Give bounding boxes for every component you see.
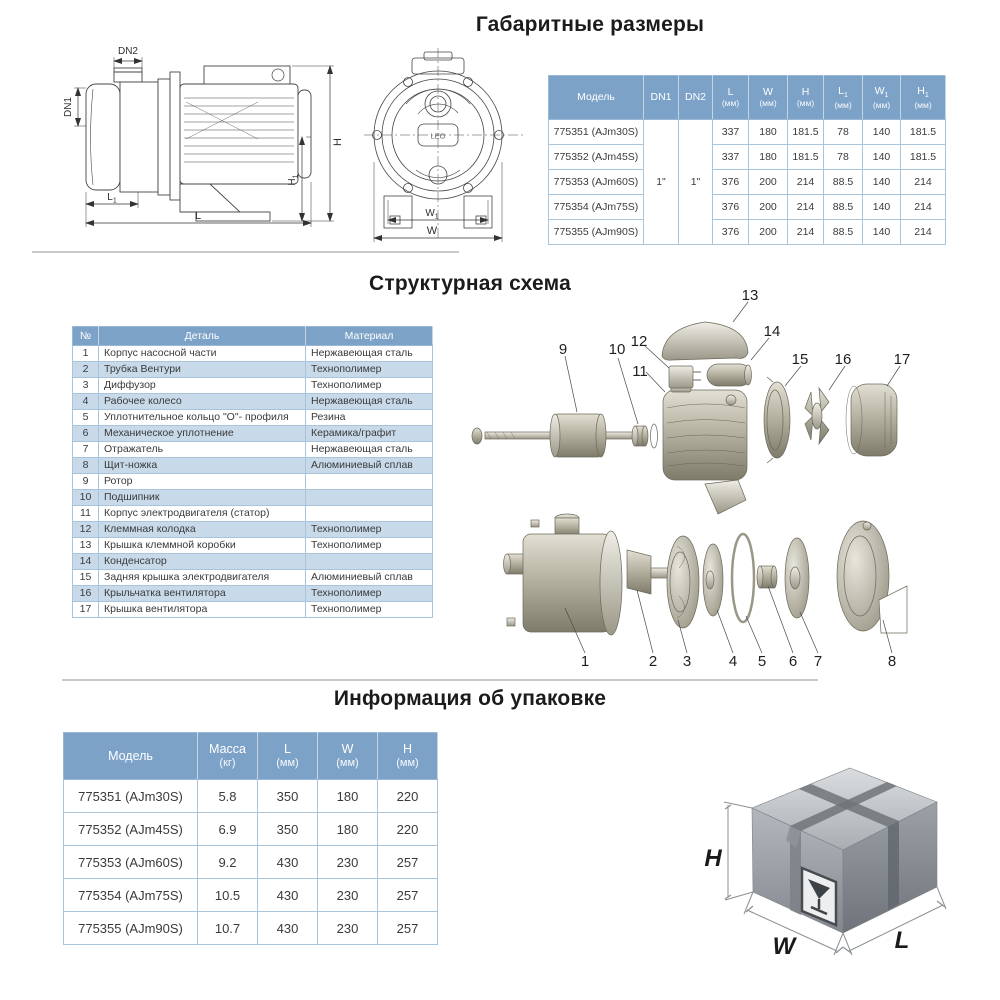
cell-material: Технополимер: [306, 378, 433, 394]
cell-material: Технополимер: [306, 602, 433, 618]
cell: 181.5: [901, 120, 946, 145]
table-row: [73, 602, 433, 618]
table-row: [64, 813, 438, 846]
callout-11: 11: [632, 363, 648, 380]
cell-part: Диффузор: [99, 378, 306, 394]
parts-table: [72, 326, 433, 618]
cell-part: Механическое уплотнение: [99, 426, 306, 442]
cell-material: Нержавеющая сталь: [306, 442, 433, 458]
cell-material: Резина: [306, 410, 433, 426]
cell: 257: [378, 879, 438, 912]
cell-model: 775355 (AJm90S): [549, 220, 644, 245]
cell-material: [306, 506, 433, 522]
callout-1: 1: [580, 653, 590, 670]
cell-model: 775354 (AJm75S): [549, 195, 644, 220]
cell-num: 15: [73, 570, 99, 586]
cell-part: Щит-ножка: [99, 458, 306, 474]
col-header-dn1: DN1: [644, 76, 679, 120]
cell: 430: [258, 879, 318, 912]
package-box-illustration: [698, 748, 993, 998]
cell: 257: [378, 912, 438, 945]
table-row: [64, 912, 438, 945]
cell: 88.5: [824, 170, 863, 195]
cell-num: 6: [73, 426, 99, 442]
front-view-labels: [425, 132, 445, 238]
cell-num: 9: [73, 474, 99, 490]
cell: 140: [863, 195, 901, 220]
cell: 5.8: [198, 780, 258, 813]
col-header-h: H (мм): [378, 733, 438, 780]
cell-part: Рабочее колесо: [99, 394, 306, 410]
diffuser-part: [667, 536, 699, 628]
cell: 430: [258, 912, 318, 945]
parts-header-row: [73, 327, 433, 346]
cell: 376: [713, 195, 749, 220]
impeller-part: [703, 544, 723, 616]
cell-num: 3: [73, 378, 99, 394]
cell: 214: [788, 170, 824, 195]
cell: 9.2: [198, 846, 258, 879]
table-row: [549, 120, 946, 145]
dimensions-table: [548, 75, 946, 245]
cell-model: 775352 (AJm45S): [64, 813, 198, 846]
col-header-model: Модель: [549, 76, 644, 120]
cell: 230: [318, 912, 378, 945]
cell: 200: [749, 220, 788, 245]
cell-part: Крышка клеммной коробки: [99, 538, 306, 554]
table-row: [64, 780, 438, 813]
col-header-l1: $L_1$ (мм): [824, 76, 863, 120]
col-header-w1: $W_1$ (мм): [863, 76, 901, 120]
cell-dn2: 1": [679, 120, 713, 245]
l1-label: $L_1$: [107, 192, 117, 205]
table-row: [549, 220, 946, 245]
cell: 430: [258, 846, 318, 879]
col-header-h1: $H_1$ (мм): [901, 76, 946, 120]
motor-assembly: [472, 322, 897, 514]
callout-3: 3: [682, 653, 692, 670]
cell-num: 17: [73, 602, 99, 618]
box-faces: [752, 768, 937, 933]
cell-material: [306, 490, 433, 506]
cell: 6.9: [198, 813, 258, 846]
cell-part: Трубка Вентури: [99, 362, 306, 378]
brand-logo: LEO: [430, 131, 446, 141]
cell: 230: [318, 879, 378, 912]
shield-foot-part: [837, 521, 907, 633]
cell-material: Керамика/графит: [306, 426, 433, 442]
cell: 180: [749, 120, 788, 145]
table-row: [73, 554, 433, 570]
table-row: [549, 145, 946, 170]
table-row: [64, 846, 438, 879]
box-w-label: W: [772, 933, 796, 960]
cell: 214: [788, 195, 824, 220]
terminal-block-part: [669, 366, 701, 388]
cell-dn1: 1": [644, 120, 679, 245]
cell-part: Задняя крышка электродвигателя: [99, 570, 306, 586]
cell-part: Клеммная колодка: [99, 522, 306, 538]
cell: 200: [749, 170, 788, 195]
table-row: [73, 490, 433, 506]
package-table: [63, 732, 438, 945]
cell-material: Алюминиевый сплав: [306, 570, 433, 586]
table-row: [73, 570, 433, 586]
cell: 376: [713, 170, 749, 195]
cell-part: Корпус электродвигателя (статор): [99, 506, 306, 522]
cell: 78: [824, 145, 863, 170]
callout-9: 9: [558, 341, 568, 358]
cell-num: 8: [73, 458, 99, 474]
deflector-part: [785, 538, 809, 618]
cell-part: Корпус насосной части: [99, 346, 306, 362]
callout-15: 15: [791, 351, 809, 368]
cell-part: Крышка вентилятора: [99, 602, 306, 618]
l-label: L: [194, 210, 202, 222]
cell: 230: [318, 846, 378, 879]
cell-material: [306, 554, 433, 570]
callout-7: 7: [813, 653, 823, 670]
cell-material: Технополимер: [306, 538, 433, 554]
cell: 180: [749, 145, 788, 170]
callout-6: 6: [788, 653, 798, 670]
shaft-end-cap: [472, 428, 482, 444]
cell-material: Технополимер: [306, 522, 433, 538]
callout-4: 4: [728, 653, 738, 670]
dimensions-section-title: Габаритные размеры: [475, 13, 705, 36]
callout-13: 13: [741, 288, 759, 304]
cell-num: 1: [73, 346, 99, 362]
callout-17: 17: [893, 351, 911, 368]
cell-num: 13: [73, 538, 99, 554]
cell: 78: [824, 120, 863, 145]
mechanical-seal-part: [757, 566, 777, 588]
pump-side-view-drawing: [58, 42, 348, 242]
cell: 200: [749, 195, 788, 220]
callout-14: 14: [763, 323, 781, 340]
cell: 214: [901, 195, 946, 220]
box-l-label: L: [894, 927, 910, 954]
cell-num: 7: [73, 442, 99, 458]
table-row: [73, 394, 433, 410]
cell-num: 14: [73, 554, 99, 570]
cell-material: Технополимер: [306, 586, 433, 602]
table-row: [73, 362, 433, 378]
cell-num: 2: [73, 362, 99, 378]
cell: 214: [901, 170, 946, 195]
cell-model: 775354 (AJm75S): [64, 879, 198, 912]
cell-model: 775355 (AJm90S): [64, 912, 198, 945]
cell: 88.5: [824, 220, 863, 245]
washer-part: [651, 424, 658, 448]
exploded-view-diagram: [455, 288, 965, 688]
bearing-part: [632, 426, 648, 446]
col-header-w: W (мм): [318, 733, 378, 780]
dn2-label: DN2: [117, 46, 139, 57]
cell: 140: [863, 145, 901, 170]
dn1-label: DN1: [63, 96, 74, 118]
table-row: [73, 458, 433, 474]
cell: 337: [713, 120, 749, 145]
col-header-l: L (мм): [713, 76, 749, 120]
table-row: [73, 538, 433, 554]
cell-num: 10: [73, 490, 99, 506]
callout-5: 5: [757, 653, 767, 670]
cell: 180: [318, 780, 378, 813]
cell: 376: [713, 220, 749, 245]
clamp-part: [705, 480, 746, 514]
capacitor-part: [707, 364, 752, 386]
callout-16: 16: [834, 351, 852, 368]
cell: 181.5: [901, 145, 946, 170]
cell-model: 775353 (AJm60S): [64, 846, 198, 879]
cell: 214: [901, 220, 946, 245]
table-row: [73, 442, 433, 458]
rotor-part: [485, 414, 633, 457]
col-header-dn2: DN2: [679, 76, 713, 120]
col-header-mass: Масса (кг): [198, 733, 258, 780]
cell: 88.5: [824, 195, 863, 220]
cell-material: [306, 474, 433, 490]
cell: 181.5: [788, 145, 824, 170]
cell: 220: [378, 813, 438, 846]
cell: 10.5: [198, 879, 258, 912]
w-label: W: [426, 225, 438, 237]
cell: 140: [863, 170, 901, 195]
pump-assembly: [504, 514, 908, 635]
structure-section-title: Структурная схема: [369, 272, 571, 295]
pump-body-outline: [86, 66, 311, 221]
cell-model: 775352 (AJm45S): [549, 145, 644, 170]
stator-housing-part: [663, 384, 747, 480]
h-label: H: [332, 138, 344, 146]
cell-model: 775351 (AJm30S): [549, 120, 644, 145]
cell-material: Нержавеющая сталь: [306, 346, 433, 362]
col-header-material: Материал: [306, 327, 433, 346]
h1-label: $H_1$: [287, 174, 300, 186]
table-row: [73, 410, 433, 426]
cell-part: Отражатель: [99, 442, 306, 458]
col-header-model: Модель: [64, 733, 198, 780]
w1-label: $W_1$: [425, 208, 439, 221]
pump-front-view-drawing: [358, 42, 543, 257]
cell-num: 11: [73, 506, 99, 522]
cell-material: Нержавеющая сталь: [306, 394, 433, 410]
cell-material: Алюминиевый сплав: [306, 458, 433, 474]
col-header-num: №: [73, 327, 99, 346]
pump-housing-part: [504, 514, 623, 635]
callout-2: 2: [648, 653, 658, 670]
cell: 257: [378, 846, 438, 879]
table-row: [73, 426, 433, 442]
terminal-box-cover-part: [662, 322, 748, 360]
cell-num: 16: [73, 586, 99, 602]
cell-model: 775351 (AJm30S): [64, 780, 198, 813]
cell: 350: [258, 813, 318, 846]
col-header-w: W (мм): [749, 76, 788, 120]
cell-material: Технополимер: [306, 362, 433, 378]
cell: 140: [863, 120, 901, 145]
cell-part: Ротор: [99, 474, 306, 490]
callout-12: 12: [630, 333, 648, 350]
col-header-l: L (мм): [258, 733, 318, 780]
cell-part: Уплотнительное кольцо "О"- профиля: [99, 410, 306, 426]
table-row: [549, 195, 946, 220]
packaging-section-title: Информация об упаковке: [333, 687, 607, 710]
table-row: [73, 586, 433, 602]
table-row: [73, 474, 433, 490]
cell-num: 5: [73, 410, 99, 426]
col-header-part: Деталь: [99, 327, 306, 346]
rear-cover-part: [764, 377, 790, 463]
o-ring-part: [732, 534, 754, 622]
callout-8: 8: [887, 653, 897, 670]
fan-cover-part: [846, 384, 897, 456]
fan-part: [805, 388, 829, 444]
table-row: [64, 879, 438, 912]
package-header-row: [64, 733, 438, 780]
table-row: [73, 346, 433, 362]
table-row: [73, 378, 433, 394]
cell: 350: [258, 780, 318, 813]
col-header-h: H (мм): [788, 76, 824, 120]
table-row: [549, 170, 946, 195]
box-h-label: H: [704, 845, 722, 872]
table-row: [73, 506, 433, 522]
cell: 140: [863, 220, 901, 245]
cell-num: 12: [73, 522, 99, 538]
cell: 214: [788, 220, 824, 245]
cell: 181.5: [788, 120, 824, 145]
cell-part: Крыльчатка вентилятора: [99, 586, 306, 602]
callout-10: 10: [608, 341, 626, 358]
cell-part: Конденсатор: [99, 554, 306, 570]
cell: 220: [378, 780, 438, 813]
cell-part: Подшипник: [99, 490, 306, 506]
cell: 337: [713, 145, 749, 170]
table-row: [73, 522, 433, 538]
cell-num: 4: [73, 394, 99, 410]
cell: 180: [318, 813, 378, 846]
cell-model: 775353 (AJm60S): [549, 170, 644, 195]
cell: 10.7: [198, 912, 258, 945]
dim-header-row: [549, 76, 946, 120]
front-view-outline: [364, 48, 526, 238]
